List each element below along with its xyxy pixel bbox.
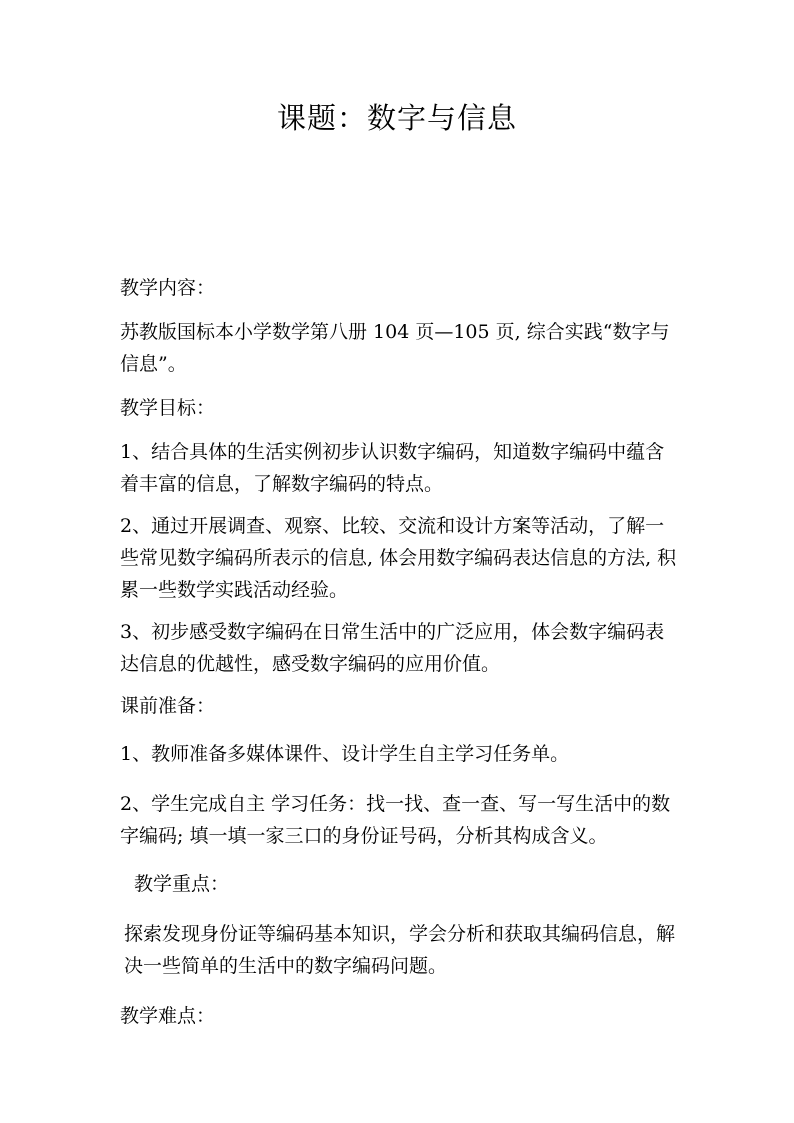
section-heading-difficulty: 教学难点： xyxy=(120,1005,216,1027)
prep-paragraph-2: 2、学生完成自主 学习任务：找一找、查一查、写一写生活中的数字编码; 填一填一家三口的身份证号码，分析其构成含义。 xyxy=(120,793,671,847)
section-heading-key-points: 教学重点： xyxy=(134,873,230,895)
section-heading-goals: 教学目标： xyxy=(120,397,216,419)
goal-paragraph-3: 3、初步感受数字编码在日常生活中的广泛应用，体会数字编码表达信息的优越性，感受数字编码的应用价值。 xyxy=(120,621,665,675)
section-heading-content: 教学内容： xyxy=(120,277,216,299)
goal-paragraph-1: 1、结合具体的生活实例初步认识数字编码，知道数字编码中蕴含着丰富的信息，了解数字编码的特点。 xyxy=(120,441,665,495)
prep-paragraph-1: 1、教师准备多媒体课件、设计学生自主学习任务单。 xyxy=(120,743,570,765)
goal-paragraph-2: 2、通过开展调查、观察、比较、交流和设计方案等活动，了解一些常见数字编码所表示的信息, 体会用数字编码表达信息的方法, 积累一些数学实践活动经验。 xyxy=(120,515,677,601)
section-heading-preparation: 课前准备： xyxy=(120,695,216,717)
content-paragraph: 苏教版国标本小学数学第八册 104 页—105 页, 综合实践“数字与信息”。 xyxy=(120,321,670,375)
page-title: 课题：数字与信息 xyxy=(276,101,517,135)
key-points-paragraph: 探索发现身份证等编码基本知识，学会分析和获取其编码信息，解决一些简单的生活中的数字编码问题。 xyxy=(124,923,676,977)
